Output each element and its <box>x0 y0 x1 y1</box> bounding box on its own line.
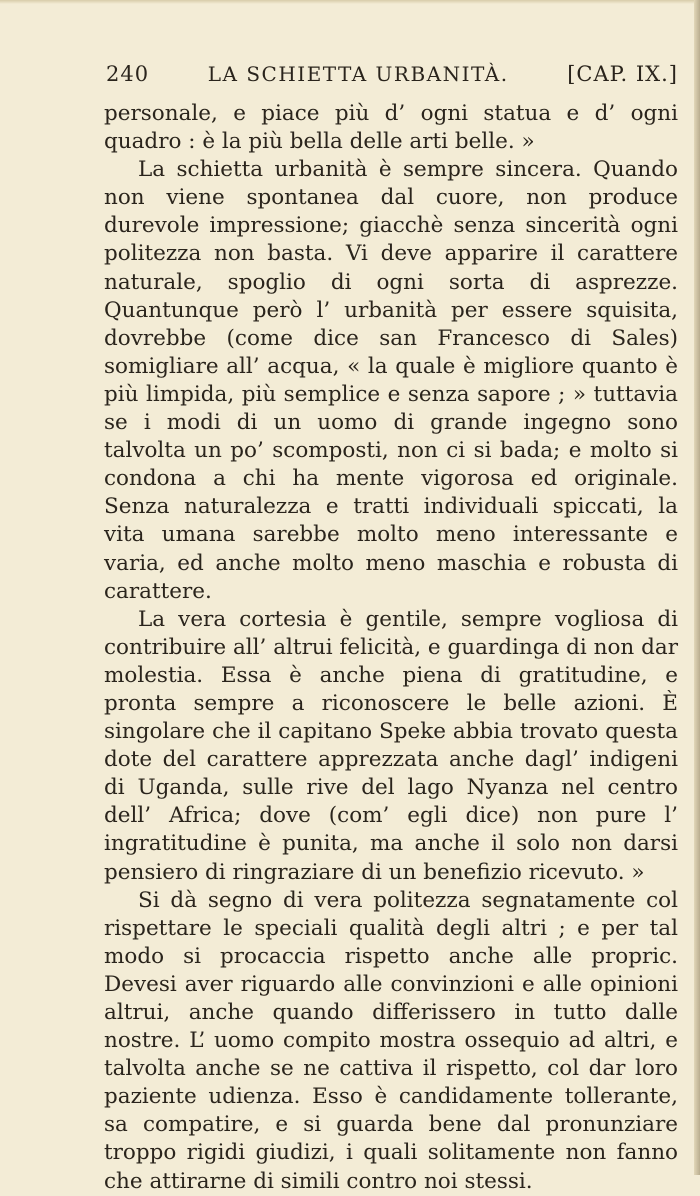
paragraph-4: Si dà segno di vera politezza segnatamente col rispettare le speciali qualità degli altri ; e per tal modo si procaccia rispetto anche alle propric. Devesi aver riguardo alle convinzioni e alle opinioni altrui, anche quando differissero in tutto dalle nostre. L’ uomo compito mostra ossequio ad altri, e talvolta anche se ne cattiva il rispetto, col dar loro paziente udienza. Esso è candidamente tollerante, sa compatire, e si guarda bene dal pronunziare troppo rigidi giudizi, i quali solitamente non fanno che attirarne di simili contro noi stessi. <box>104 887 678 1194</box>
page-number: 240 <box>106 62 150 86</box>
chapter-label: [CAP. IX.] <box>567 62 678 86</box>
running-title: LA SCHIETTA URBANITÀ. <box>207 62 509 86</box>
page-top-shadow <box>0 0 700 4</box>
paragraph-1: personale, e piace più d’ ogni statua e d’ ogni quadro : è la più bella delle arti belle. » <box>104 101 678 155</box>
paragraph-2: La schietta urbanità è sempre sincera. Quando non viene spontanea dal cuore, non produce durevole impressione; giacchè senza sincerità ogni politezza non basta. Vi deve apparire il carattere naturale, spoglio di ogni sorta di asprezze. Quantunque però l’ urbanità per essere squisita, dovrebbe (come dice san Francesco di Sales) somigliare all’ acqua, « la quale è migliore quanto è più limpida, più semplice e senza sapore ; » tuttavia se i modi di un uomo di grande ingegno sono talvolta un po’ scomposti, non ci si bada; e molto si condona a chi ha mente vigorosa ed originale. Senza naturalezza e tratti individuali spiccati, la vita umana sarebbe molto meno interessante e varia, ed anche molto meno maschia e robusta di carattere. <box>104 157 678 604</box>
page-edge <box>694 0 700 1175</box>
paragraph-3: La vera cortesia è gentile, sempre vogliosa di contribuire all’ altrui felicità, e guardinga di non dar molestia. Essa è anche piena di gratitudine, e pronta sempre a riconoscere le belle azioni. È singolare che il capitano Speke abbia trovato questa dote del carattere apprezzata anche dagl’ indigeni di Uganda, sulle rive del lago Nyanza nel centro dell’ Africa; dove (com’ egli dice) non pure l’ ingratitudine è punita, ma anche il solo non darsi pensiero di ringraziare di un benefizio ricevuto. » <box>104 606 678 885</box>
page-body <box>104 100 678 1196</box>
running-header <box>106 62 678 86</box>
